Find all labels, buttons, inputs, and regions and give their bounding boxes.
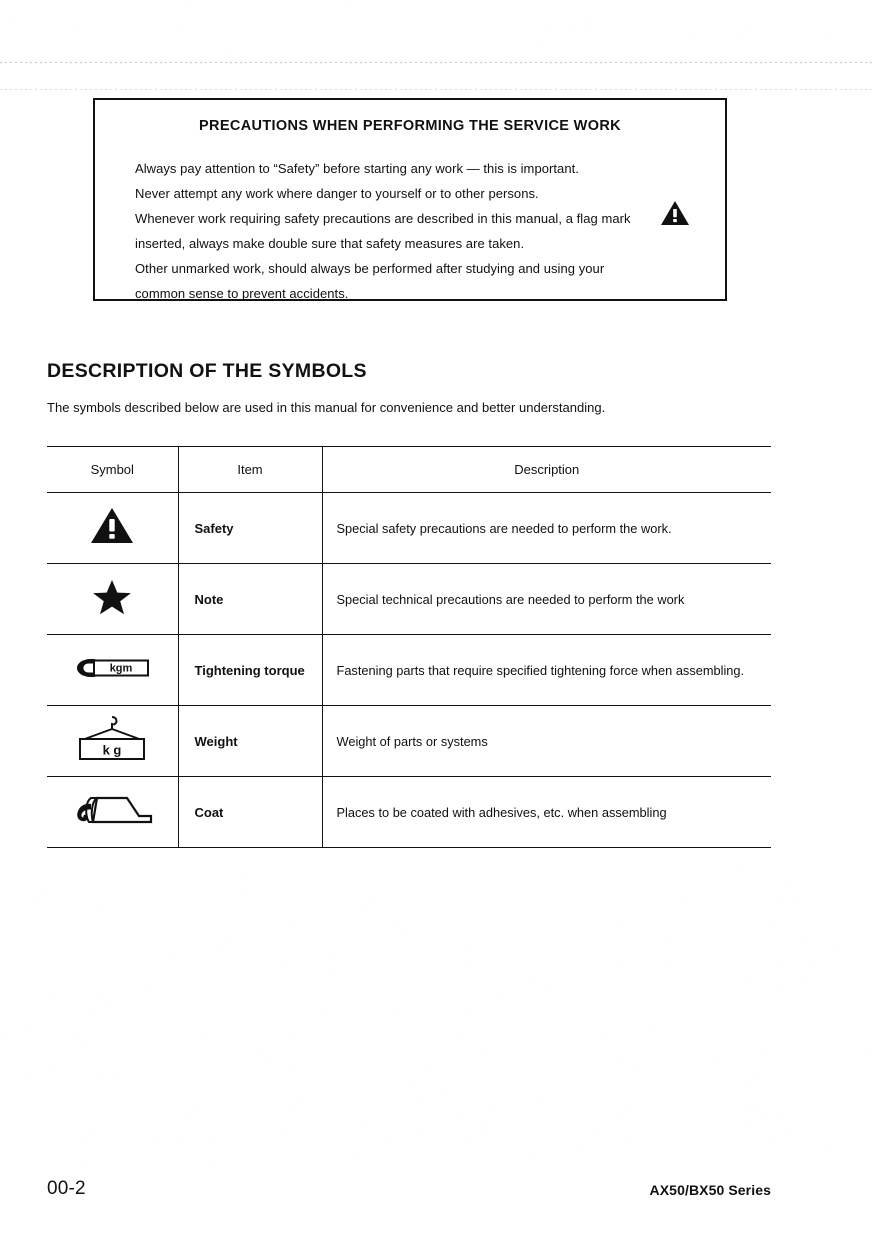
warning-triangle-icon — [89, 506, 135, 551]
scan-speck — [106, 1002, 107, 1003]
scan-speck — [92, 1011, 93, 1012]
scan-speck — [553, 1005, 554, 1006]
scan-speck — [395, 1015, 396, 1016]
adhesive-tube-icon — [69, 790, 155, 835]
scan-speck — [839, 951, 840, 952]
scan-speck — [804, 968, 805, 969]
table-row — [47, 777, 771, 848]
scan-speck — [282, 942, 283, 943]
scan-speck — [365, 1123, 366, 1124]
precautions-box — [93, 98, 727, 301]
scan-speck — [673, 1029, 674, 1030]
scan-speck — [829, 1052, 830, 1053]
scan-speck — [293, 1107, 294, 1108]
scan-speck — [518, 39, 519, 40]
precautions-line: Other unmarked work, should always be performed after studying and using your — [135, 261, 605, 276]
scan-speck — [260, 1096, 261, 1097]
scan-speck — [27, 1148, 28, 1149]
scan-speck — [420, 1128, 421, 1129]
torque-unit-label: kgm — [109, 661, 133, 674]
scan-speck — [647, 870, 648, 871]
scan-speck — [787, 1134, 788, 1135]
scan-speck — [777, 962, 778, 963]
scan-speck — [829, 1151, 830, 1152]
scan-speck — [405, 934, 406, 935]
scan-speck — [242, 872, 243, 873]
scan-speck — [84, 51, 85, 52]
scan-speck — [808, 960, 809, 961]
scan-speck — [281, 27, 282, 28]
precautions-line: Whenever work requiring safety precautions are described in this manual, a flag mark — [135, 211, 631, 226]
scan-speck — [35, 896, 36, 897]
scan-speck — [89, 1135, 90, 1136]
scan-speck — [759, 1077, 760, 1078]
weight-unit-label: k g — [102, 742, 122, 757]
item-label-note: Note — [178, 564, 322, 635]
scan-speck — [220, 945, 221, 946]
scan-speck — [130, 936, 131, 937]
scan-speck — [530, 983, 531, 984]
scan-speck — [371, 897, 372, 898]
symbol-cell-tightening-torque — [47, 635, 178, 706]
warning-triangle-icon — [660, 200, 690, 226]
scan-speck — [566, 968, 567, 969]
scan-speck — [273, 47, 274, 48]
precautions-body — [135, 156, 695, 306]
scan-speck — [482, 1054, 483, 1055]
scan-speck — [307, 913, 308, 914]
description-note: Special technical precautions are needed to perform the work — [322, 564, 771, 635]
scan-speck — [176, 887, 177, 888]
scan-speck — [124, 1150, 125, 1151]
scan-speck — [546, 28, 547, 29]
scan-speck — [50, 980, 51, 981]
scan-speck — [403, 1019, 404, 1020]
scan-speck — [370, 1015, 371, 1016]
scan-speck — [741, 35, 742, 36]
scan-speck — [574, 933, 575, 934]
scan-speck — [786, 887, 787, 888]
scan-speck — [685, 899, 686, 900]
scan-speck — [388, 984, 389, 985]
scan-speck — [579, 1148, 580, 1149]
scan-speck — [103, 904, 104, 905]
symbol-cell-note — [47, 564, 178, 635]
scan-speck — [529, 1155, 530, 1156]
scan-speck — [650, 974, 651, 975]
scan-speck — [469, 1140, 470, 1141]
scan-speck — [85, 1160, 86, 1161]
scan-speck — [171, 957, 172, 958]
scan-speck — [92, 1117, 93, 1118]
scan-speck — [87, 1137, 88, 1138]
scan-speck — [74, 28, 75, 29]
scan-speck — [784, 960, 785, 961]
scan-speck — [816, 1118, 817, 1119]
scan-speck — [616, 967, 617, 968]
scan-speck — [150, 990, 151, 991]
scan-speck — [79, 988, 80, 989]
scan-speck — [245, 889, 246, 890]
scan-speck — [622, 925, 623, 926]
scan-speck — [742, 868, 743, 869]
scan-speck — [290, 1038, 291, 1039]
scan-speck — [305, 13, 306, 14]
scan-speck — [536, 46, 537, 47]
scan-speck — [733, 1133, 734, 1134]
scan-speck — [86, 989, 87, 990]
scan-speck — [303, 1103, 304, 1104]
scan-speck — [174, 43, 175, 44]
scan-speck — [40, 970, 41, 971]
scan-speck — [750, 977, 751, 978]
scan-speck — [548, 989, 549, 990]
scan-speck — [603, 872, 604, 873]
scan-speck — [584, 21, 585, 22]
scan-speck — [372, 1152, 373, 1153]
scan-speck — [184, 1116, 185, 1117]
scan-speck — [550, 28, 551, 29]
symbol-cell-coat — [47, 777, 178, 848]
table-row — [47, 493, 771, 564]
scan-speck — [423, 979, 424, 980]
scan-speck — [669, 988, 670, 989]
scan-speck — [386, 40, 387, 41]
scan-speck — [776, 957, 777, 958]
scan-speck — [321, 1010, 322, 1011]
scan-speck — [867, 1055, 868, 1056]
scan-speck — [500, 946, 501, 947]
scan-speck — [408, 1082, 409, 1083]
scan-speck — [746, 980, 747, 981]
scan-speck — [204, 1036, 205, 1037]
scan-speck — [47, 889, 48, 890]
scan-speck — [417, 1076, 418, 1077]
scan-speck — [230, 29, 231, 30]
scan-speck — [625, 1143, 626, 1144]
scan-speck — [458, 1032, 459, 1033]
scan-speck — [285, 1129, 286, 1130]
scan-speck — [329, 972, 330, 973]
table-row — [47, 706, 771, 777]
scan-speck — [363, 910, 364, 911]
scan-speck — [440, 904, 441, 905]
scan-speck — [540, 1103, 541, 1104]
symbol-cell-weight — [47, 706, 178, 777]
scan-speck — [598, 1129, 599, 1130]
scan-speck — [782, 984, 783, 985]
scan-speck — [109, 1073, 110, 1074]
scan-speck — [180, 28, 181, 29]
scan-speck — [15, 20, 16, 21]
scan-speck — [81, 1040, 82, 1041]
scan-speck — [244, 1132, 245, 1133]
scan-speck — [319, 18, 320, 19]
scan-speck — [800, 978, 801, 979]
scan-speck — [0, 1032, 1, 1033]
scan-artifact-line — [0, 89, 874, 90]
scan-speck — [385, 31, 386, 32]
scan-speck — [705, 1061, 706, 1062]
scan-speck — [393, 921, 394, 922]
scan-speck — [490, 14, 491, 15]
precautions-line: inserted, always make double sure that safety measures are taken. — [135, 236, 525, 251]
scan-speck — [186, 7, 187, 8]
scan-speck — [89, 1004, 90, 1005]
scan-speck — [763, 881, 764, 882]
scan-speck — [420, 1101, 421, 1102]
scan-speck — [295, 1071, 296, 1072]
scan-speck — [193, 1109, 194, 1110]
scan-speck — [144, 979, 145, 980]
scan-speck — [719, 1057, 720, 1058]
scan-speck — [424, 1069, 425, 1070]
scan-artifact-line — [0, 62, 874, 63]
scan-speck — [446, 990, 447, 991]
scan-speck — [229, 48, 230, 49]
column-header-symbol: Symbol — [47, 447, 178, 493]
scan-speck — [208, 1141, 209, 1142]
scan-speck — [282, 1030, 283, 1031]
scan-speck — [631, 1106, 632, 1107]
scan-speck — [27, 1075, 28, 1076]
scan-speck — [480, 1133, 481, 1134]
scan-speck — [268, 1058, 269, 1059]
scan-speck — [761, 1112, 762, 1113]
scan-speck — [756, 1105, 757, 1106]
scan-speck — [655, 1024, 656, 1025]
scan-speck — [747, 1120, 748, 1121]
scan-speck — [341, 40, 342, 41]
scan-speck — [616, 1058, 617, 1059]
table-row — [47, 635, 771, 706]
scan-speck — [574, 25, 575, 26]
scan-speck — [114, 9, 115, 10]
item-label-safety: Safety — [178, 493, 322, 564]
scan-speck — [763, 1049, 764, 1050]
scan-speck — [485, 1121, 486, 1122]
star-icon — [92, 578, 132, 621]
description-safety: Special safety precautions are needed to perform the work. — [322, 493, 771, 564]
scan-speck — [308, 938, 309, 939]
scan-speck — [187, 34, 188, 35]
scan-speck — [671, 960, 672, 961]
scan-speck — [335, 14, 336, 15]
scan-speck — [310, 1050, 311, 1051]
precautions-line: Never attempt any work where danger to yourself or to other persons. — [135, 186, 539, 201]
scan-speck — [87, 29, 88, 30]
scan-speck — [183, 1138, 184, 1139]
scan-speck — [464, 1009, 465, 1010]
scan-speck — [561, 904, 562, 905]
table-header-row — [47, 447, 771, 493]
scan-speck — [634, 1071, 635, 1072]
scan-speck — [617, 1114, 618, 1115]
scan-speck — [350, 15, 351, 16]
scan-speck — [116, 1072, 117, 1073]
scan-speck — [214, 1160, 215, 1161]
scan-speck — [191, 1106, 192, 1107]
scan-speck — [503, 996, 504, 997]
scan-speck — [434, 968, 435, 969]
scan-speck — [493, 1111, 494, 1112]
scan-speck — [748, 1110, 749, 1111]
item-label-coat: Coat — [178, 777, 322, 848]
scan-speck — [464, 962, 465, 963]
scan-speck — [231, 942, 232, 943]
scan-speck — [612, 891, 613, 892]
scan-speck — [750, 1080, 751, 1081]
scan-speck — [526, 891, 527, 892]
scan-speck — [782, 1116, 783, 1117]
scan-speck — [782, 903, 783, 904]
weight-hook-icon — [75, 714, 149, 769]
scan-speck — [98, 1078, 99, 1079]
item-label-weight: Weight — [178, 706, 322, 777]
scan-speck — [463, 1119, 464, 1120]
scan-speck — [799, 900, 800, 901]
scan-speck — [788, 906, 789, 907]
scan-speck — [745, 26, 746, 27]
section-intro-text: The symbols described below are used in this manual for convenience and better understanding. — [47, 400, 606, 415]
scan-speck — [49, 999, 50, 1000]
scan-speck — [257, 1049, 258, 1050]
scan-speck — [333, 956, 334, 957]
scan-speck — [431, 988, 432, 989]
precautions-title: PRECAUTIONS WHEN PERFORMING THE SERVICE WORK — [199, 118, 621, 134]
scan-speck — [292, 923, 293, 924]
scan-speck — [79, 1034, 80, 1035]
scan-speck — [100, 994, 101, 995]
scan-speck — [53, 1036, 54, 1037]
scan-speck — [197, 53, 198, 54]
scan-speck — [737, 33, 738, 34]
scan-speck — [600, 1015, 601, 1016]
scan-speck — [88, 1076, 89, 1077]
scan-speck — [601, 1035, 602, 1036]
scan-speck — [774, 925, 775, 926]
scan-speck — [828, 33, 829, 34]
scan-speck — [775, 1141, 776, 1142]
precautions-line: Always pay attention to “Safety” before starting any work — this is important. — [135, 161, 579, 176]
symbols-table — [47, 446, 771, 848]
scan-speck — [55, 1069, 56, 1070]
scan-speck — [688, 37, 689, 38]
scan-speck — [27, 1031, 28, 1032]
symbol-cell-safety — [47, 493, 178, 564]
scan-speck — [776, 1117, 777, 1118]
page-title: DESCRIPTION OF THE SYMBOLS — [47, 360, 367, 382]
scan-speck — [176, 30, 177, 31]
scan-speck — [833, 1122, 834, 1123]
column-header-description: Description — [322, 447, 771, 493]
scan-speck — [444, 1007, 445, 1008]
scan-speck — [668, 937, 669, 938]
scan-speck — [197, 1093, 198, 1094]
scan-speck — [285, 961, 286, 962]
precautions-line: common sense to prevent accidents. — [135, 286, 349, 301]
table-row — [47, 564, 771, 635]
scan-speck — [394, 10, 395, 11]
scan-speck — [804, 943, 805, 944]
scan-speck — [388, 1137, 389, 1138]
scan-speck — [467, 950, 468, 951]
scan-speck — [345, 5, 346, 6]
scan-speck — [585, 31, 586, 32]
scan-speck — [627, 31, 628, 32]
page-number: 00-2 — [47, 1178, 86, 1199]
item-label-tightening-torque: Tightening torque — [178, 635, 322, 706]
column-header-item: Item — [178, 447, 322, 493]
series-label: AX50/BX50 Series — [649, 1182, 771, 1198]
torque-wrench-icon — [73, 654, 151, 687]
scan-speck — [355, 1159, 356, 1160]
scan-speck — [326, 1024, 327, 1025]
scan-speck — [12, 17, 13, 18]
description-coat: Places to be coated with adhesives, etc. when assembling — [322, 777, 771, 848]
scan-speck — [446, 1090, 447, 1091]
description-tightening-torque: Fastening parts that require specified tightening force when assembling. — [322, 635, 771, 706]
scan-speck — [145, 17, 146, 18]
description-weight: Weight of parts or systems — [322, 706, 771, 777]
scan-speck — [156, 1142, 157, 1143]
